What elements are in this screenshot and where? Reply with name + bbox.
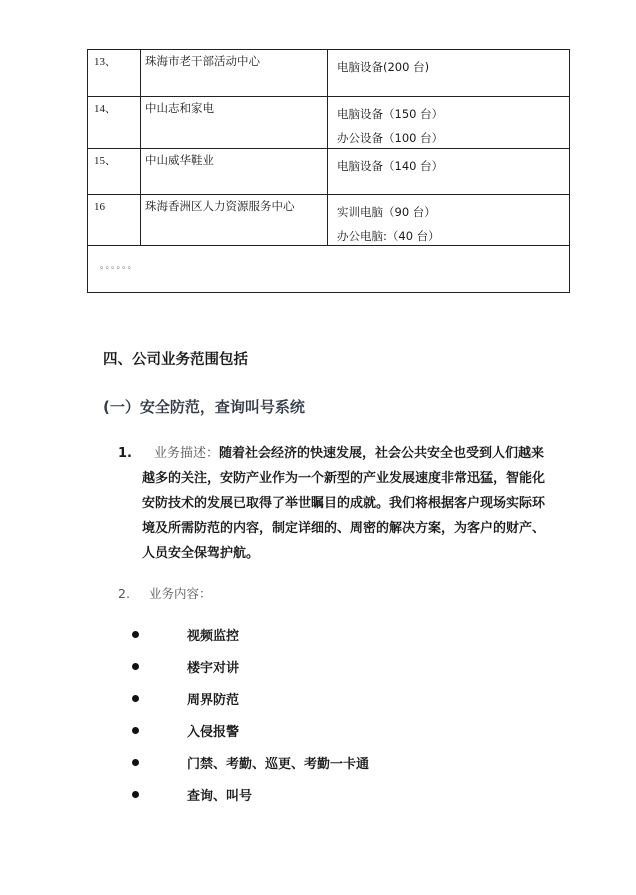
bullet-icon [132,759,139,766]
content-label: 业务内容： [149,586,212,601]
description-line: 越多的关注，安防产业作为一个新型的产业发展速度非常迅猛，智能化 [142,471,546,486]
equipment-line: 电脑设备（140 台） [337,159,444,173]
list-item-text: 查询、叫号 [187,789,253,804]
equipment-line: 办公设备（100 台） [337,131,444,145]
equipment-line: 办公电脑:（40 台） [337,229,440,243]
equipment-line: 电脑设备（150 台） [337,107,444,121]
list-item [0,657,500,677]
client-equipment-table [87,49,570,293]
item-number: 2. [118,586,130,601]
item-number: 1. [118,446,132,461]
row-number: 13、 [94,56,116,68]
subsection-heading: (一）安全防范，查询叫号系统 [103,398,305,416]
equipment-cell [328,97,570,149]
list-item [0,753,500,773]
business-description [118,441,558,566]
table-row [88,97,570,149]
list-item [0,785,500,805]
row-number-cell [88,149,141,195]
description-line: 安防技术的发展已取得了举世瞩目的成就。我们将根据客户现场实际环 [142,496,546,511]
client-name: 珠海市老干部活动中心 [145,54,260,68]
equipment-line: 实训电脑（90 台） [337,205,436,219]
client-name-cell [141,149,328,195]
client-name-cell [141,50,328,97]
client-name-cell [141,195,328,246]
section-heading: 四、公司业务范围包括 [103,352,248,368]
business-content-label [118,584,212,602]
description-line: 人员安全保驾护航。 [142,546,260,561]
list-item-text: 视频监控 [187,629,240,644]
row-number-cell [88,195,141,246]
list-item-text: 门禁、考勤、巡更、考勤一卡通 [187,757,370,772]
bullet-icon [132,791,139,798]
list-item [0,689,500,709]
row-number-cell [88,97,141,149]
equipment-cell [328,50,570,97]
table-row [88,50,570,97]
client-name: 珠海香洲区人力资源服务中心 [145,199,295,213]
equipment-cell [328,195,570,246]
description-first-line [118,441,558,466]
client-name: 中山志和家电 [145,101,214,115]
list-item [0,721,500,741]
equipment-line: 电脑设备(200 台) [337,60,430,74]
row-number: 16 [94,201,105,213]
list-item-text: 周界防范 [187,693,240,708]
list-item [0,625,500,645]
bullet-icon [132,695,139,702]
client-name-cell [141,97,328,149]
description-text: 随着社会经济的快速发展，社会公共安全也受到人们越来 [219,446,545,461]
table-ellipsis: 。。。。。。 [88,246,570,293]
client-name: 中山威华鞋业 [145,153,214,167]
list-item-text: 楼宇对讲 [187,661,240,676]
bullet-icon [132,727,139,734]
description-label: 业务描述： [154,446,220,461]
row-number: 14、 [94,103,116,115]
table-row [88,149,570,195]
description-line: 境及所需防范的内容，制定详细的、周密的解决方案，为客户的财产、 [142,521,546,536]
bullet-icon [132,631,139,638]
row-number-cell [88,50,141,97]
equipment-cell [328,149,570,195]
bullet-icon [132,663,139,670]
table-row [88,246,570,293]
row-number: 15、 [94,155,116,167]
table-row [88,195,570,246]
list-item-text: 入侵报警 [187,725,240,740]
